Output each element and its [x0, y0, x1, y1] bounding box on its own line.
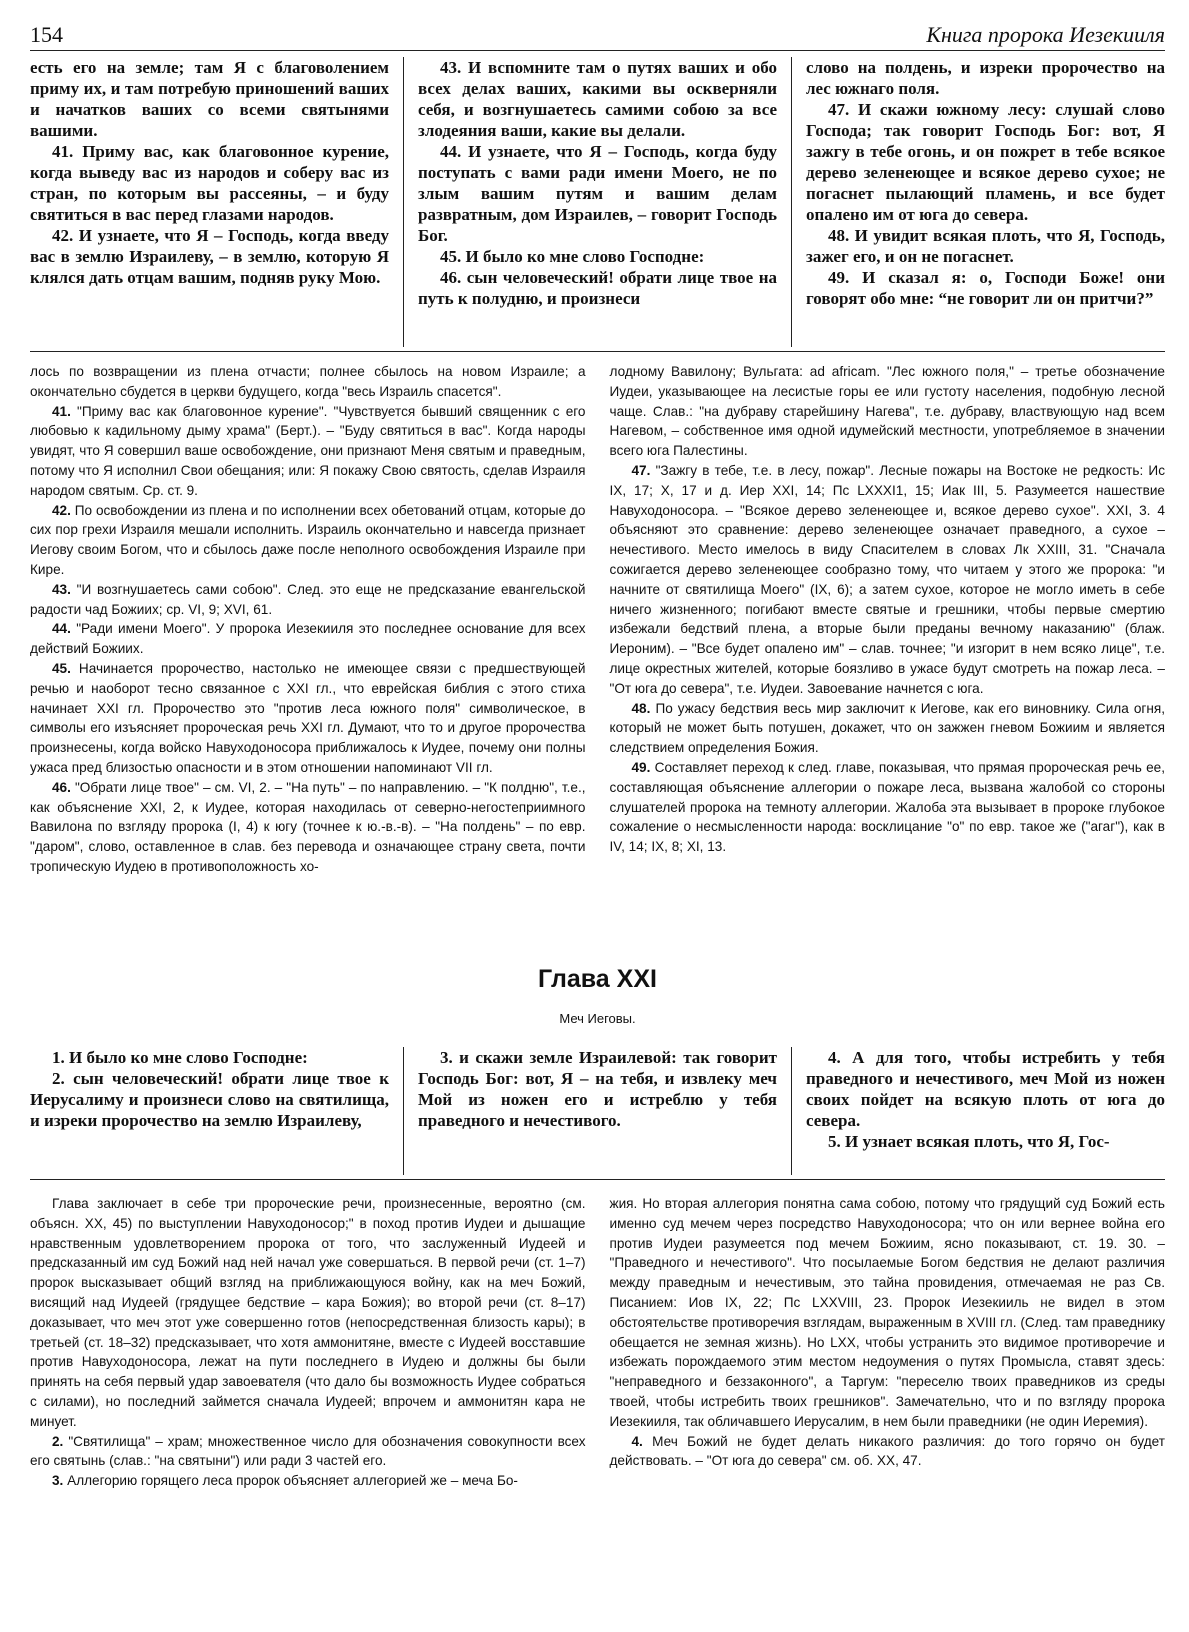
scripture-paragraph: слово на полдень, и изреки пророчество на лес южнаго поля. — [806, 58, 1165, 98]
section-divider — [30, 1179, 1165, 1180]
commentary-block-top — [30, 362, 1165, 932]
commentary-paragraph: 44. "Ради имени Моего". У пророка Иезекииля это последнее основание для всех действий Божиих. — [30, 621, 586, 657]
commentary-paragraph: 4. Меч Божий не будет делать никакого различия: до того горячо он будет действовать. – "От юга до севера" см. об. XX, 47. — [609, 1433, 1165, 1469]
chapter-column-3 — [791, 1047, 1165, 1175]
commentary-paragraph: лось по возвращении из плена отчасти; полнее сбылось на новом Израиле; а окончательно сбудется в церкви будущего, когда "весь Израиль спасется". — [30, 364, 586, 399]
scripture-verse-43: 43. И вспомните там о путях ваших и обо всех делах ваших, какими вы оскверняли себя, и возгнушаетесь самими собою за все злодеяния ваши, какие вы делали. — [418, 58, 777, 140]
chapter-column-2 — [403, 1047, 791, 1175]
scripture-verse-42: 42. И узнаете, что Я – Господь, когда введу вас в землю Израилеву, – в землю, которую Я клялся дать отцам вашим, подняв руку Мою. — [30, 226, 389, 287]
commentary-column-2 — [598, 1194, 1166, 1491]
running-header — [30, 14, 1165, 51]
commentary-paragraph: 45. Начинается пророчество, настолько не имеющее связи с предшествующей речью и наоборот тесно связанное с XXI гл., что еврейская библия с этого стиха начинает XXI гл. Пророчество это "против леса южного поля" символическое, в символы его изъясняет пророческая речь XXI гл. Думают, что то и другое пророчества произнесены, когда войско Навуходоносора приближалось к Иудее, почему они полны ужаса пред близостью опасности и в этом отношении напоминают VII гл. — [30, 660, 586, 775]
scripture-verse-1: 1. И было ко мне слово Господне: — [52, 1048, 308, 1067]
commentary-paragraph: 42. По освобождении из плена и по исполнении всех обетований отцам, которые до сих пор грехи Израиля мешали исполнить. Израиль окончательно и навсегда признает Иегову своим Богом, что и сбылось даже после неполного освобождения Израиле при Кире. — [30, 502, 586, 577]
scripture-verse-46: 46. сын человеческий! обрати лице твое на путь к полудню, и произнеси — [418, 268, 777, 308]
commentary-paragraph: 46. "Обрати лице твое" – см. VI, 2. – "На путь" – по направлению. – "К полдню", т.е., как объяснение XXI, 2, к Иудее, которая находилась от северно-негостеприимного Вавилона по взгляду пророка (I, 4) к югу (точнее к ю.-в.-в). – "На полдень" – по евр. "даром", слово, оставленное в слав. без перевода и означающее страну света, почти тропическую Иудею в противоположность хо- — [30, 779, 586, 874]
running-title: Книга пророка Иезекииля — [926, 22, 1165, 47]
commentary-paragraph: 48. По ужасу бедствия весь мир заключит к Иегове, как его виновнику. Сила огня, который не может быть потушен, докажет, что он зажжен гневом Божиим и является следствием определения Божия. — [609, 700, 1165, 756]
commentary-column-1 — [30, 362, 598, 932]
commentary-paragraph: жия. Но вторая аллегория понятна сама собою, потому что грядущий суд Божий есть именно суд мечем через посредство Навуходоносора; что он или вернее война его против Иудеи разумеется под мечем Божиим, ясно показывают, ст. 19. 30. – "Праведного и нечестивого". Что посылаемые Богом бедствия не делают различия между праведным и нечестивым, это тайна провидения, отмечаемая не раз Св. Писанием: Иов IX, 22; Пс LXXVIII, 23. Пророк Иезекииль не видел в этом обстоятельстве противоречия взглядам, выраженным в XVIII гл. (След. там праведнику обещается не земная жизнь). Но LXX, чтобы устранить это видимое противоречие и избежать порождаемого этим местом недоумения о путях Промысла, ставят здесь: "неправедного и беззаконного", а Таргум: "переселю твоих праведников из среды твоей, чтобы истребить твоих грешников". Замечательно, что и по взгляду пророка Иезекииля, так обличавшего Иерусалим, в нем были праведники (не один Иеремия). — [609, 1196, 1165, 1429]
commentary-paragraph: 43. "И возгнушаетесь сами собою". След. это еще не предсказание евангельской радости чад Божиих; ср. VI, 9; XVI, 61. — [30, 581, 586, 617]
scripture-verse-2: 2. сын человеческий! обрати лице твое к Иерусалиму и произнеси слово на святилища, и изреки пророчество на землю Израилеву, — [30, 1069, 389, 1130]
scripture-verse-5: 5. И узнает всякая плоть, что Я, Гос- — [828, 1132, 1110, 1151]
scripture-column-1 — [30, 57, 403, 347]
scripture-verse-41: 41. Приму вас, как благовонное курение, когда выведу вас из народов и соберу вас из стран, по которым вы рассеяны, – и буду святиться в вас перед глазами народов. — [30, 142, 389, 224]
scripture-verse-47: 47. И скажи южному лесу: слушай слово Господа; так говорит Господь Бог: вот, Я зажгу в тебе огонь, и он пожрет в тебе всякое дерево зеленеющее и всякое дерево сухое; не погаснет пылающий пламень, и все будет опалено им от юга до севера. — [806, 100, 1165, 224]
commentary-column-1 — [30, 1194, 598, 1491]
chapter-subtitle: Меч Иеговы. — [559, 1011, 636, 1026]
chapter-column-1 — [30, 1047, 403, 1175]
page — [30, 14, 1165, 1614]
scripture-verse-45: 45. И было ко мне слово Господне: — [440, 247, 705, 266]
commentary-paragraph: лодному Вавилону; Вульгата: ad africam. "Лес южного поля," – третье обозначение Иудеи, указывающее на лесистые горы ее или густоту населения, подобную лесной чаще. Слав.: "на дубраву старейшину Нагева", т.е. дубраву, властвующую над всем Нагевом, – собственное имя одной идумейский местности, употребляемое в значении всего юга Палестины. — [609, 364, 1165, 459]
commentary-paragraph: 2. "Святилища" – храм; множественное число для обозначения совокупности всех его святынь (слав.: "на святыни") или ради 3 частей его. — [30, 1433, 586, 1469]
scripture-verse-44: 44. И узнаете, что Я – Господь, когда буду поступать с вами ради имени Моего, не по злым вашим путям и вашим делам развратным, дом Израилев, – говорит Господь Бог. — [418, 142, 777, 245]
scripture-verse-49: 49. И сказал я: о, Господи Боже! они говорят обо мне: “не говорит ли он притчи?” — [806, 268, 1165, 308]
page-number: 154 — [30, 22, 63, 47]
scripture-verse-3: 3. и скажи земле Израилевой: так говорит Господь Бог: вот, Я – на тебя, и извлеку меч Мой из ножен его и истреблю у тебя праведного и нечестивого. — [418, 1048, 777, 1130]
scripture-column-2 — [403, 57, 791, 347]
commentary-paragraph: 49. Составляет переход к след. главе, показывая, что прямая пророческая речь ее, составляющая объяснение аллегории о пожаре леса, вызвана жалобой со стороны слушателей пророка на темноту аллегории. Жалоба эта вызывает в пророке глубокое сожаление о несмысленности народа: восклицание "о" по евр. такое же ("агаг"), как в IV, 14; IX, 8; XI, 13. — [609, 759, 1165, 855]
commentary-paragraph: 41. "Приму вас как благовонное курение". "Чувствуется бывший священник с его любовью к кадильному дыму храма" (Берт.). – "Буду святиться в вас". Когда народы увидят, что Я совершил ваше освобождение, они признают Меня святым и праведным, потому что Я исполнил Свои обещания; или: Я покажу Свою святость, сделав Израиля народом святым. Ср. ст. 9. — [30, 403, 586, 498]
scripture-block-top — [30, 57, 1165, 347]
scripture-column-3 — [791, 57, 1165, 347]
commentary-column-2 — [598, 362, 1166, 932]
commentary-paragraph: 3. Аллегорию горящего леса пророк объясняет аллегорией же – меча Бо- — [52, 1473, 518, 1489]
scripture-verse-48: 48. И увидит всякая плоть, что Я, Господь, зажег его, и он не погаснет. — [806, 226, 1165, 266]
commentary-paragraph: Глава заключает в себе три пророческие речи, произнесенные, вероятно (см. объясн. XX, 45) по выступлении Навуходоносор;" в поход против Иудеи и дышащие нравственным удовлетворением пророка от того, что заслуженный Иудеей и предсказанный им суд Божий над ней начал уже совершаться. В первой речи (ст. 1–7) пророк высказывает общий взгляд на приближающуюся войну, как на меч Божий, висящий над Иудеей (грядущее бедствие – кара Божия); во второй речи (ст. 8–17) доказывает, что меч этот уже совершенно готов (непосредственная близость кары); в третьей (ст. 18–32) предсказывает, что хотя аммонитяне, вместе с Иудеей восставшие против Навуходоносора, лежат на пути последнего в Иудею и должны бы были принять на себя первый удар завоевателя (что дало бы возможность Иудее собраться с силами), но последний займется сначала Иудеей; впрочем и аммонитян кара не минует. — [30, 1196, 586, 1429]
section-divider — [30, 351, 1165, 352]
scripture-paragraph: есть его на земле; там Я с благоволением приму их, и там потребую приношений ваших и начатков ваших со всеми святынями вашими. — [30, 58, 389, 140]
commentary-paragraph: 47. "Зажгу в тебе, т.е. в лесу, пожар". Лесные пожары на Востоке не редкость: Ис IX, 17; X, 17 и д. Иер XXI, 14; Пс LXXXI1, 15; Иак III, 5. Разумеется нашествие Навуходоносора. – "Всякое дерево зеленеющее и, всякое дерево сухое". XXI, 3. 4 объясняют это сравнение: дерево зеленеющее означает праведного, а сухое – нечестивого. Место имелось в виду Спасителем в словах Лк XXIII, 31. "Сначала сожигается дерево зеленеющее сообразно тому, что читаем у этого же пророка: "и начните от святилища Моего" (IX, 6); а затем сухое, которое не могло иметь в себе ничего жизненного; погибают вместе святые и грешники, чтобы первые смертию избежали бедствий плена, а вторые были преданы вечному наказанию" (блаж. Иероним). – "Все будет опалено им" – слав. точнее; "и изгорит в нем всяко лице", т.е. лице окрестных жителей, которые боязливо в ужасе будут смотреть на пожар леса. – "От юга до севера", т.е. Иудеи. Завоевание начнется с юга. — [609, 462, 1165, 696]
chapter-title: Глава XXI — [538, 965, 657, 993]
scripture-block-chapter — [30, 1047, 1165, 1175]
scripture-verse-4: 4. А для того, чтобы истребить у тебя праведного и нечестивого, меч Мой из ножен своих пойдет на всякую плоть от юга до севера. — [806, 1048, 1165, 1130]
commentary-block-bottom — [30, 1194, 1165, 1491]
